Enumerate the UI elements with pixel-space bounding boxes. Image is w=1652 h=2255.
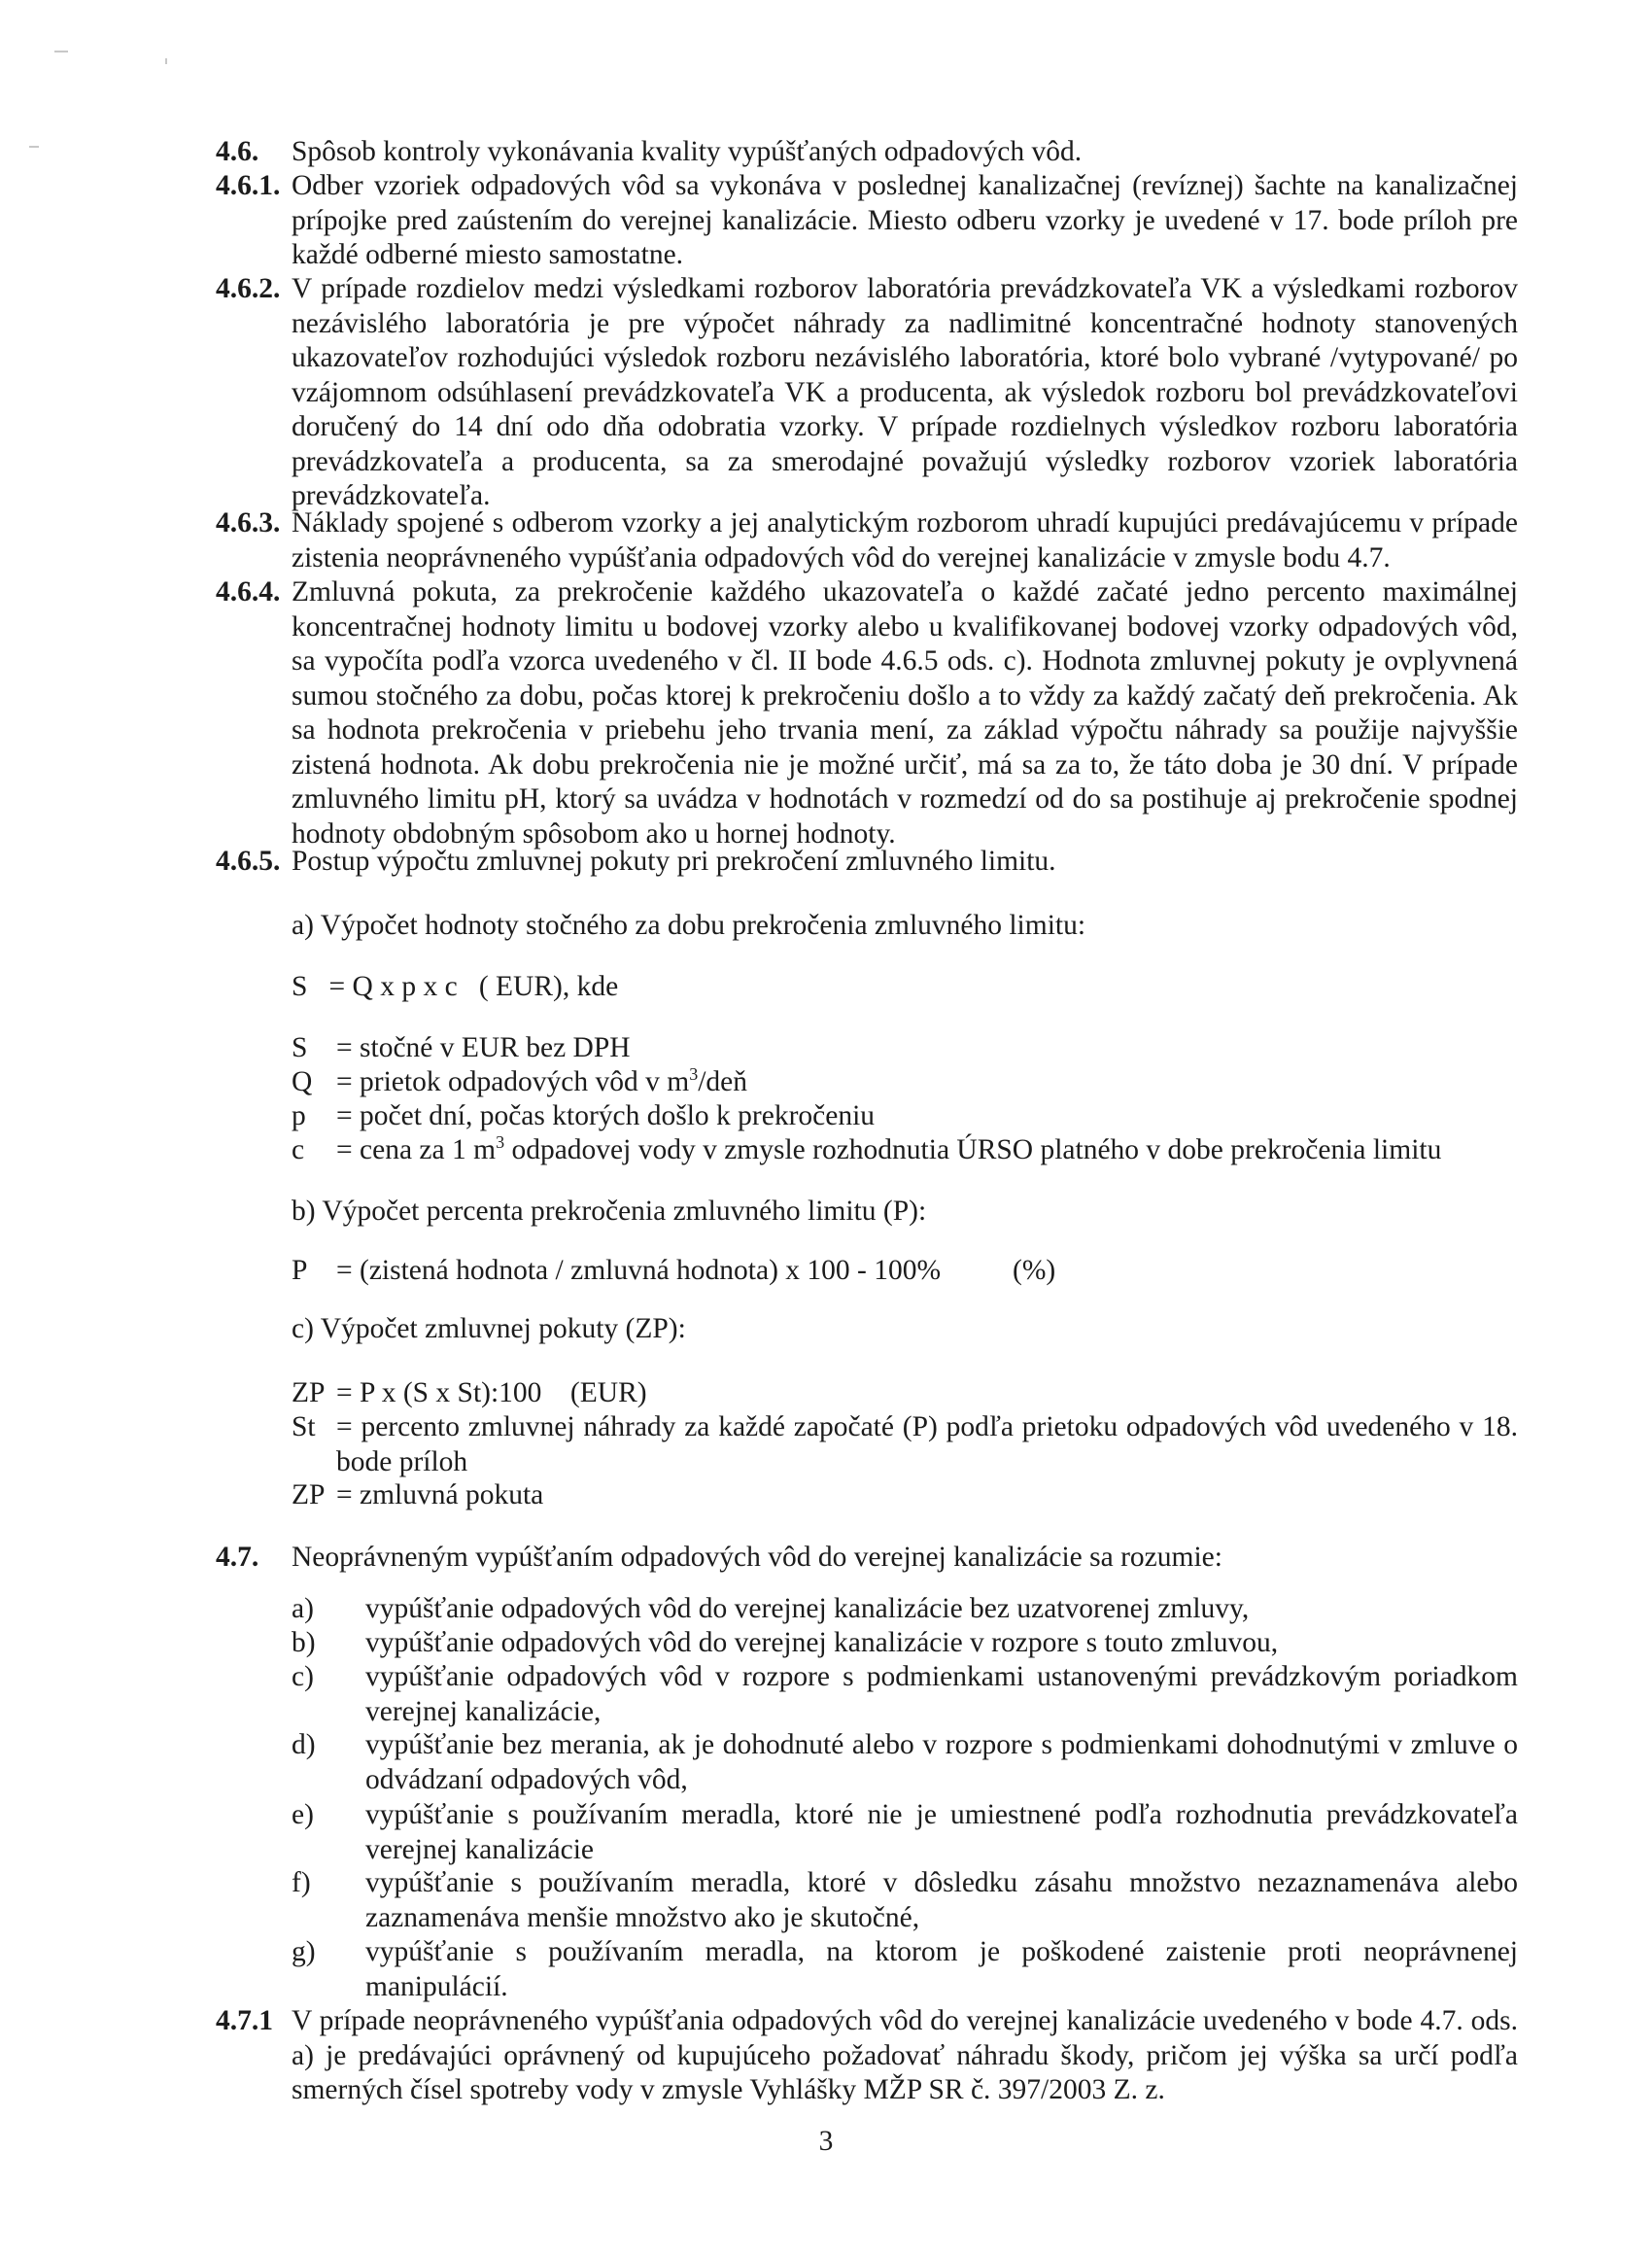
formula-zp: = P x (S x St):100 (EUR): [336, 1377, 647, 1408]
calc-b-heading-text: b) Výpočet percenta prekročenia zmluvného limitu (P):: [292, 1196, 927, 1227]
list-item-text: vypúšťanie odpadových vôd do verejnej kanalizácie bez uzatvorenej zmluvy,: [365, 1593, 1250, 1624]
section-number: 4.6.3.: [216, 507, 281, 538]
list-item-text: vypúšťanie odpadových vôd v rozpore s podmienkami ustanovenými prevádzkovým poriadkom verejnej kanalizácie,: [365, 1661, 1518, 1727]
section-number: 4.6.: [216, 136, 259, 167]
section-text: V prípade rozdielov medzi výsledkami rozborov laboratória prevádzkovateľa VK a výsledkami rozborov nezávislého laboratória je pre výpočet náhrady za nadlimitné koncentračné hodnoty stanovených ukazovateľov rozhodujúci výsledok rozboru nezávislého laboratória, ktoré bolo vybrané /vytypované/ po vzájomnom odsúhlasení prevádzkovateľa VK a producenta, ak výsledok rozboru bol prevádzkovateľovi doručený do 14 dní odo dňa odobratia vzorky. V prípade rozdielnych výsledkov rozboru laboratória prevádzkovateľa a producenta, sa za smerodajné považujú výsledky rozborov vzoriek laboratória prevádzkovateľa.: [292, 273, 1518, 511]
section-number: 4.6.5.: [216, 846, 281, 877]
var-symbol: ZP: [292, 1479, 326, 1510]
section-number: 4.7.1: [216, 2005, 273, 2036]
calc-a-heading-text: a) Výpočet hodnoty stočného za dobu prekročenia zmluvného limitu:: [292, 910, 1086, 941]
var-symbol: S: [292, 1032, 308, 1063]
list-item-label: g): [292, 1936, 316, 1967]
section-heading: Neoprávneným vypúšťaním odpadových vôd do verejnej kanalizácie sa rozumie:: [292, 1542, 1222, 1573]
section-text: Odber vzoriek odpadových vôd sa vykonáva v poslednej kanalizačnej (revíznej) šachte na kanalizačnej prípojke pred zaústením do verejnej kanalizácie. Miesto odberu vzorky je uvedené v 17. bode príloh pre každé odberné miesto samostatne.: [292, 170, 1518, 270]
var-definition: = percento zmluvnej náhrady za každé započaté (P) podľa prietoku odpadových vôd uvedeného v 18. bode príloh: [336, 1411, 1518, 1477]
section-text: Náklady spojené s odberom vzorky a jej analytickým rozborom uhradí kupujúci predávajúcemu v prípade zistenia neoprávneného vypúšťania odpadových vôd do verejnej kanalizácie v zmysle bodu 4.7.: [292, 507, 1518, 573]
var-definition: = počet dní, počas ktorých došlo k prekročeniu: [336, 1100, 876, 1131]
calc-c-heading-text: c) Výpočet zmluvnej pokuty (ZP):: [292, 1313, 686, 1344]
var-symbol: c: [292, 1134, 305, 1165]
scan-speck: [29, 146, 39, 148]
list-item-label: a): [292, 1593, 314, 1624]
section-text: Zmluvná pokuta, za prekročenie každého ukazovateľa o každé začaté jedno percento maximálnej koncentračnej hodnoty limitu u bodovej vzorky alebo u kvalifikovanej bodovej vzorky odpadových vôd, sa vypočíta podľa vzorca uvedeného v čl. II bode 4.6.5 ods. c). Hodnota zmluvnej pokuty je ovplyvnená sumou stočného za dobu, počas ktorej k prekročeniu došlo a to vždy za každý začatý deň prekročenia. Ak sa hodnota prekročenia v priebehu jeho trvania mení, za základ výpočtu náhrady sa použije najvyššie zistená hodnota. Ak dobu prekročenia nie je možné určiť, má sa za to, že táto doba je 30 dní. V prípade zmluvného limitu pH, ktorý sa uvádza v hodnotách v rozmedzí od do sa postihuje aj prekročenie spodnej hodnoty obdobným spôsobom ako u hornej hodnoty.: [292, 576, 1518, 850]
list-item-label: f): [292, 1867, 311, 1898]
scan-speck: [165, 58, 167, 64]
list-item-text: vypúšťanie s používaním meradla, na ktorom je poškodené zaistenie proti neoprávnenej manipulácií.: [365, 1936, 1518, 2002]
var-definition: = prietok odpadových vôd v $m^3$/deň: [336, 1064, 748, 1097]
scan-speck: [54, 51, 68, 52]
section-heading: Spôsob kontroly vykonávania kvality vypúšťaných odpadových vôd.: [292, 136, 1083, 167]
list-item-text: vypúšťanie bez merania, ak je dohodnuté alebo v rozpore s podmienkami dohodnutými v zmluve o odvádzaní odpadových vôd,: [365, 1729, 1518, 1795]
var-symbol: ZP: [292, 1377, 326, 1408]
var-definition: = stočné v EUR bez DPH: [336, 1032, 631, 1063]
list-item-text: vypúšťanie s používaním meradla, ktoré nie je umiestnené podľa rozhodnutia prevádzkovateľa verejnej kanalizácie: [365, 1799, 1518, 1865]
section-number: 4.6.4.: [216, 576, 281, 607]
list-item-label: d): [292, 1729, 316, 1760]
var-symbol: St: [292, 1411, 316, 1442]
formula-unit: (%): [1013, 1255, 1056, 1286]
var-symbol: p: [292, 1100, 306, 1131]
list-item-label: c): [292, 1661, 314, 1692]
section-number: 4.7.: [216, 1542, 259, 1573]
list-item-text: vypúšťanie s používaním meradla, ktoré v dôsledku zásahu množstvo nezaznamenáva alebo zaznamenáva menšie množstvo ako je skutočné,: [365, 1867, 1518, 1933]
page-number: 3: [818, 2126, 834, 2157]
var-symbol: P: [292, 1255, 308, 1286]
section-text: V prípade neoprávneného vypúšťania odpadových vôd do verejnej kanalizácie uvedeného v bode 4.7. ods. a) je predávajúci oprávnený od kupujúceho požadovať náhradu škody, pričom jej výška sa určí podľa smerných čísel spotreby vody v zmysle Vyhlášky MŽP SR č. 397/2003 Z. z.: [292, 2005, 1518, 2105]
section-number: 4.6.1.: [216, 170, 281, 201]
list-item-label: b): [292, 1627, 316, 1658]
var-symbol: Q: [292, 1066, 313, 1097]
section-number: 4.6.2.: [216, 273, 281, 304]
formula-s: S = Q x p x c ( EUR), kde: [292, 971, 619, 1002]
list-item-label: e): [292, 1799, 314, 1830]
list-item-text: vypúšťanie odpadových vôd do verejnej kanalizácie v rozpore s touto zmluvou,: [365, 1627, 1279, 1658]
section-heading: Postup výpočtu zmluvnej pokuty pri prekročení zmluvného limitu.: [292, 846, 1056, 877]
formula-p: = (zistená hodnota / zmluvná hodnota) x 100 - 100%: [336, 1255, 942, 1286]
var-definition: = cena za 1 $m^3$ odpadovej vody v zmysle rozhodnutia ÚRSO platného v dobe prekročenia limitu: [336, 1132, 1442, 1165]
var-definition: = zmluvná pokuta: [336, 1479, 544, 1510]
